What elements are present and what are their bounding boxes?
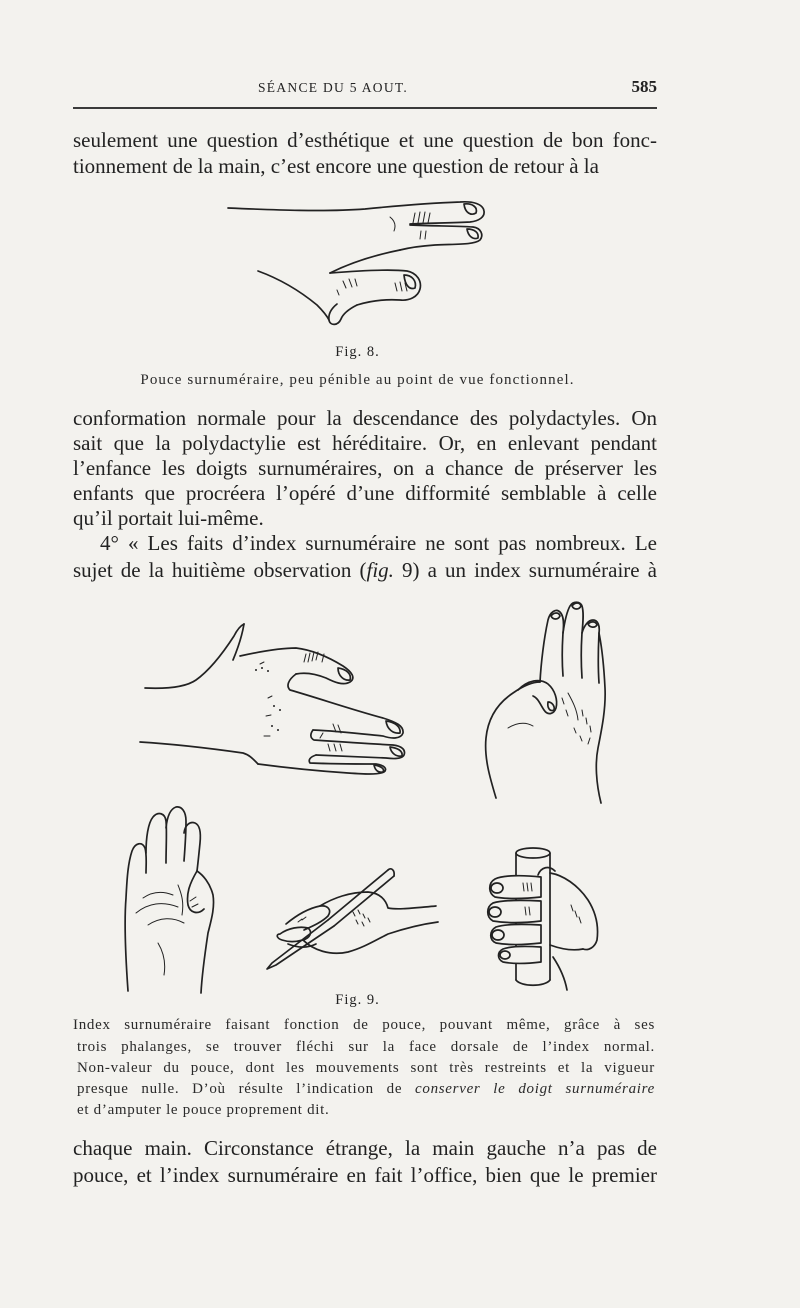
hand-lower-outline bbox=[303, 922, 438, 953]
hand-right-outline bbox=[550, 873, 598, 950]
fingernail bbox=[548, 702, 554, 711]
fingernail bbox=[572, 603, 581, 609]
fingernail bbox=[467, 229, 478, 239]
shading-hatching bbox=[298, 910, 370, 926]
fig-9-hand-drawing-grip bbox=[483, 845, 608, 995]
arm-lower-edge bbox=[140, 742, 258, 764]
pen-cap bbox=[388, 869, 394, 876]
hand-right-outline bbox=[197, 871, 214, 993]
arm-upper-edge bbox=[145, 624, 244, 688]
paragraph-1-line: tionnement de la main, c’est encore une question de retour à la bbox=[73, 154, 599, 178]
wrist-lower-edge bbox=[258, 271, 329, 320]
paragraph-4-line: chaque main. Circonstance étrange, la main gauche n’a pas de bbox=[73, 1136, 657, 1160]
stipple-dot bbox=[279, 709, 281, 711]
text-segment: 9) a un index surnuméraire à bbox=[393, 558, 657, 582]
stipple-dot bbox=[255, 669, 257, 671]
index-finger-outline bbox=[228, 202, 484, 224]
paragraph-2-line: enfants que procréera l’opéré d’une difformité semblable à celle bbox=[73, 481, 657, 505]
fingernail bbox=[588, 622, 597, 627]
fig-8-hand-drawing bbox=[225, 195, 490, 330]
text-segment: presque nulle. D’où résulte l’indication de bbox=[77, 1081, 416, 1097]
fingernail bbox=[551, 613, 560, 619]
paragraph-3-line: 4° « Les faits d’index surnuméraire ne sont pas nombreux. Le bbox=[100, 531, 657, 555]
fingernail bbox=[390, 747, 402, 756]
emphasized-text: conserver le doigt surnuméraire bbox=[415, 1081, 655, 1097]
figure-9-caption-line bbox=[77, 1079, 655, 1099]
index-finger-outline bbox=[286, 906, 330, 930]
hand-back-outline bbox=[320, 892, 436, 909]
index-finger-outline bbox=[240, 648, 353, 684]
finger-outline bbox=[491, 924, 541, 944]
header-rule bbox=[73, 107, 657, 109]
figure-9-caption-line: Index surnuméraire faisant fonction de pouce, pouvant même, grâce à ses bbox=[73, 1017, 655, 1033]
stipple-dot bbox=[277, 729, 279, 731]
thumb-outline bbox=[518, 681, 557, 714]
figure-9-caption-line: et d’amputer le pouce proprement dit. bbox=[77, 1102, 330, 1118]
shading-hatching bbox=[508, 693, 591, 744]
fig-9-hand-drawing-raised bbox=[478, 598, 613, 806]
pen bbox=[267, 869, 394, 969]
ring-finger-outline bbox=[582, 620, 599, 683]
hand-lower-outline bbox=[550, 945, 583, 990]
fig-9-hand-drawing-palm bbox=[118, 803, 218, 998]
fig-9-hand-drawing-dorsal bbox=[138, 618, 418, 778]
supernumerary-thumb-outline bbox=[329, 304, 357, 324]
finger-outline bbox=[499, 946, 542, 963]
stipple-dot bbox=[267, 670, 269, 672]
figure-reference: fig. bbox=[366, 558, 394, 582]
stipple-dot bbox=[261, 667, 263, 669]
stippling bbox=[255, 667, 281, 731]
fig-9-hand-drawing-pen bbox=[258, 862, 440, 977]
ring-finger-outline bbox=[311, 730, 405, 759]
paragraph-2-line: conformation normale pour la descendance des polydactyles. On bbox=[73, 406, 657, 430]
paragraph-1-line: seulement une question d’esthétique et une question de bon fonc- bbox=[73, 128, 657, 152]
fingers bbox=[488, 876, 541, 964]
paragraph-2-line: l’enfance les doigts surnuméraires, on a chance de préserver les bbox=[73, 456, 657, 480]
text-segment: sujet de la huitième observation ( bbox=[73, 558, 367, 582]
finger-outline bbox=[488, 900, 541, 922]
fingernail bbox=[464, 204, 476, 214]
figure-8-label: Fig. 8. bbox=[335, 344, 380, 360]
figure-8-caption: Pouce surnuméraire, peu pénible au point de vue fonctionnel. bbox=[140, 372, 575, 388]
hand-left-outline bbox=[486, 682, 540, 798]
little-finger-outline bbox=[125, 844, 146, 991]
stipple-dot bbox=[271, 725, 273, 727]
finger-outline bbox=[490, 876, 541, 899]
cylinder-top bbox=[516, 848, 550, 858]
figure-9-caption-line: trois phalanges, se trouver fléchi sur la face dorsale de l’index normal. bbox=[77, 1039, 655, 1055]
middle-finger-outline bbox=[166, 807, 186, 861]
middle-finger-outline bbox=[563, 602, 583, 678]
page-number: 585 bbox=[631, 77, 657, 96]
cylinder-bottom bbox=[516, 980, 550, 985]
running-head: SÉANCE DU 5 AOUT. bbox=[258, 80, 409, 95]
fingernail bbox=[386, 721, 400, 733]
hand-outline bbox=[228, 202, 484, 325]
fingernails bbox=[404, 204, 478, 289]
stipple-dot bbox=[273, 705, 275, 707]
paragraph-4-line: pouce, et l’index surnuméraire en fait l’office, bien que le premier bbox=[73, 1163, 657, 1187]
palm-creases bbox=[136, 885, 198, 975]
index-finger-outline bbox=[540, 610, 564, 682]
paragraph-3-line bbox=[73, 557, 657, 583]
figure-9-label: Fig. 9. bbox=[335, 992, 380, 1008]
thumb-outline bbox=[187, 871, 204, 912]
figure-9-caption-line: Non-valeur du pouce, dont les mouvements sont très restreints et la vigueur bbox=[77, 1060, 655, 1076]
ring-finger-outline bbox=[146, 814, 166, 863]
paragraph-2-line: sait que la polydactylie est héréditaire. Or, en enlevant pendant bbox=[73, 431, 657, 455]
paragraph-2-line: qu’il portait lui-même. bbox=[73, 506, 264, 530]
